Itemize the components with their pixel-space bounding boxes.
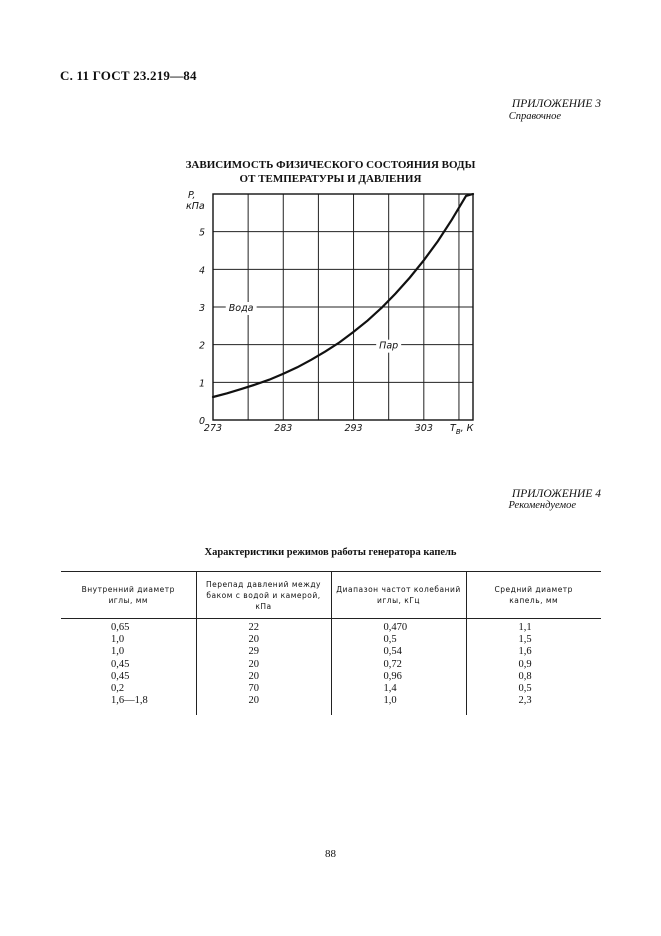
document-header: С. 11 ГОСТ 23.219—84 xyxy=(60,68,197,83)
table-cell: 1,0 xyxy=(111,646,125,658)
table-cell: 0,2 xyxy=(111,683,125,695)
header-pressure-drop: Перепад давлений между баком с водой и камерой, кПа xyxy=(196,572,331,619)
table-cell: 70 xyxy=(196,683,331,695)
appendix-4-subtitle: Рекомендуемое xyxy=(508,500,576,511)
table-cell: 0,72 xyxy=(331,659,466,671)
appendix-3-subtitle: Справочное xyxy=(508,111,561,122)
y-tick-label: 2 xyxy=(198,340,206,352)
table-row xyxy=(61,671,601,683)
series-line xyxy=(213,194,473,397)
chart-labels xyxy=(186,190,475,436)
table-cell: 0,5 xyxy=(466,683,601,695)
y-tick-label: 5 xyxy=(198,227,206,239)
table-cell: 20 xyxy=(196,634,331,646)
table-cell: 1,0 xyxy=(111,634,125,646)
x-tick-label: 273 xyxy=(203,423,223,434)
table-cell: 0,9 xyxy=(466,659,601,671)
table-row xyxy=(61,646,601,658)
pressure-temperature-chart xyxy=(180,186,490,438)
x-axis-label-unit: , К xyxy=(460,423,474,434)
table-row xyxy=(61,695,601,715)
table-cell: 0,5 xyxy=(331,634,466,646)
table-cell: 20 xyxy=(196,659,331,671)
table-cell: 0,45 xyxy=(111,658,130,670)
y-tick-label: 1 xyxy=(198,378,206,390)
x-axis-label-subscript: B xyxy=(455,428,461,436)
table-cell: 20 xyxy=(196,695,331,715)
figure-title xyxy=(0,158,661,186)
header-frequency-range: Диапазон частот колебаний иглы, кГц xyxy=(331,572,466,619)
table-cell: 1,6—1,8 xyxy=(111,695,148,707)
table-cell: 29 xyxy=(196,646,331,658)
droplet-generator-table xyxy=(61,571,601,715)
x-tick-label: 303 xyxy=(414,423,433,434)
x-tick-label: 283 xyxy=(274,423,293,434)
table-title: Характеристики режимов работы генератора капель xyxy=(204,547,457,558)
table-cell: 1,6 xyxy=(466,646,601,658)
table-cell: 1,4 xyxy=(331,683,466,695)
region-label: Вода xyxy=(228,303,254,314)
table-cell: 1,1 xyxy=(466,619,601,635)
x-tick-label: 293 xyxy=(344,423,363,434)
x-axis-label-symbol: T xyxy=(450,423,456,434)
figure-title-line-1: ЗАВИСИМОСТЬ ФИЗИЧЕСКОГО СОСТОЯНИЯ ВОДЫ xyxy=(185,159,476,171)
table-cell: 0,470 xyxy=(331,619,466,635)
y-tick-label: 0 xyxy=(198,416,206,427)
table-cell: 0,45 xyxy=(111,670,130,682)
header-mean-droplet-diameter: Средний диаметр капель, мм xyxy=(466,572,601,619)
table-cell: 20 xyxy=(196,671,331,683)
table-cell: 0,96 xyxy=(331,671,466,683)
table-cell: 0,54 xyxy=(331,646,466,658)
x-axis-label xyxy=(450,423,475,436)
table-cell: 1,5 xyxy=(466,634,601,646)
table-cell: 22 xyxy=(196,619,331,635)
y-tick-label: 3 xyxy=(198,303,206,314)
y-axis-label-symbol: P, xyxy=(188,190,196,201)
table-row xyxy=(61,683,601,695)
table-cell: 2,3 xyxy=(466,695,601,715)
table-row xyxy=(61,659,601,671)
table-cell: 0,65 xyxy=(111,622,130,633)
y-axis-label-unit: кПа xyxy=(186,201,205,212)
table-row xyxy=(61,619,601,635)
table-row xyxy=(61,634,601,646)
chart-curves xyxy=(213,194,473,397)
figure-title-line-2: ОТ ТЕМПЕРАТУРЫ И ДАВЛЕНИЯ xyxy=(239,173,422,185)
appendix-3-title: ПРИЛОЖЕНИЕ 3 xyxy=(511,98,601,110)
y-tick-label: 4 xyxy=(198,265,206,277)
appendix-4-title: ПРИЛОЖЕНИЕ 4 xyxy=(511,488,601,500)
header-inner-diameter: Внутренний диаметр иглы, мм xyxy=(61,572,196,619)
table-cell: 1,0 xyxy=(331,695,466,715)
chart-ticks xyxy=(199,228,433,434)
region-label: Пар xyxy=(379,340,399,352)
table-cell: 0,8 xyxy=(466,671,601,683)
page-number: 88 xyxy=(325,848,336,860)
table-header-row xyxy=(61,572,601,619)
